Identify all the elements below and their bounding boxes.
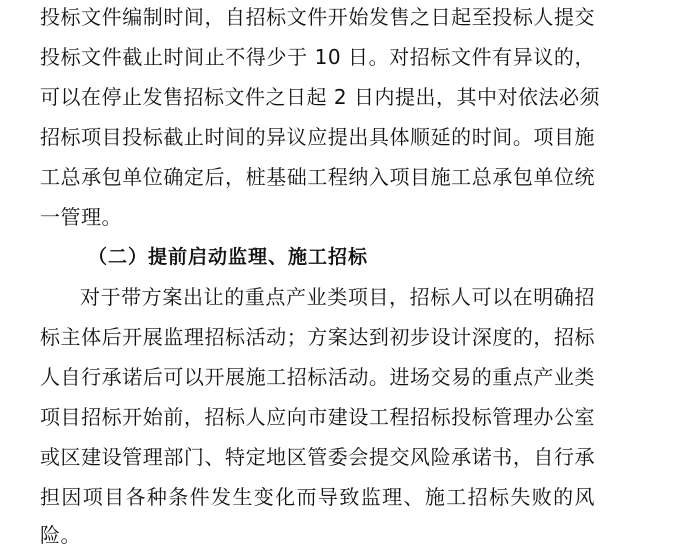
paragraph1-line-5: 工总承包单位确定后，桩基础工程纳入项目施工总承包单位统 xyxy=(40,165,595,189)
paragraph2-line-7: 险。 xyxy=(40,523,81,547)
paragraph1-line-1: 投标文件编制时间，自招标文件开始发售之日起至投标人提交 xyxy=(40,5,595,29)
paragraph1-line-2: 投标文件截止时间止不得少于 10 日。对招标文件有异议的， xyxy=(40,45,595,69)
section-heading: （二）提前启动监理、施工招标 xyxy=(88,246,369,268)
paragraph2-line-4: 项目招标开始前，招标人应向市建设工程招标投标管理办公室 xyxy=(40,405,595,429)
paragraph2-line-1: 对于带方案出让的重点产业类项目，招标人可以在明确招 xyxy=(80,285,595,309)
paragraph2-line-2: 标主体后开展监理招标活动；方案达到初步设计深度的，招标 xyxy=(40,325,595,349)
paragraph2-line-5: 或区建设管理部门、特定地区管委会提交风险承诺书，自行承 xyxy=(40,445,595,469)
paragraph2-line-3: 人自行承诺后可以开展施工招标活动。进场交易的重点产业类 xyxy=(40,365,595,389)
paragraph1-line-4: 招标项目投标截止时间的异议应提出具体顺延的时间。项目施 xyxy=(40,125,595,149)
paragraph1-line-6: 一管理。 xyxy=(40,205,122,229)
paragraph2-line-6: 担因项目各种条件发生变化而导致监理、施工招标失败的风 xyxy=(40,485,595,509)
paragraph1-line-3: 可以在停止发售招标文件之日起 2 日内提出，其中对依法必须 xyxy=(40,85,600,109)
